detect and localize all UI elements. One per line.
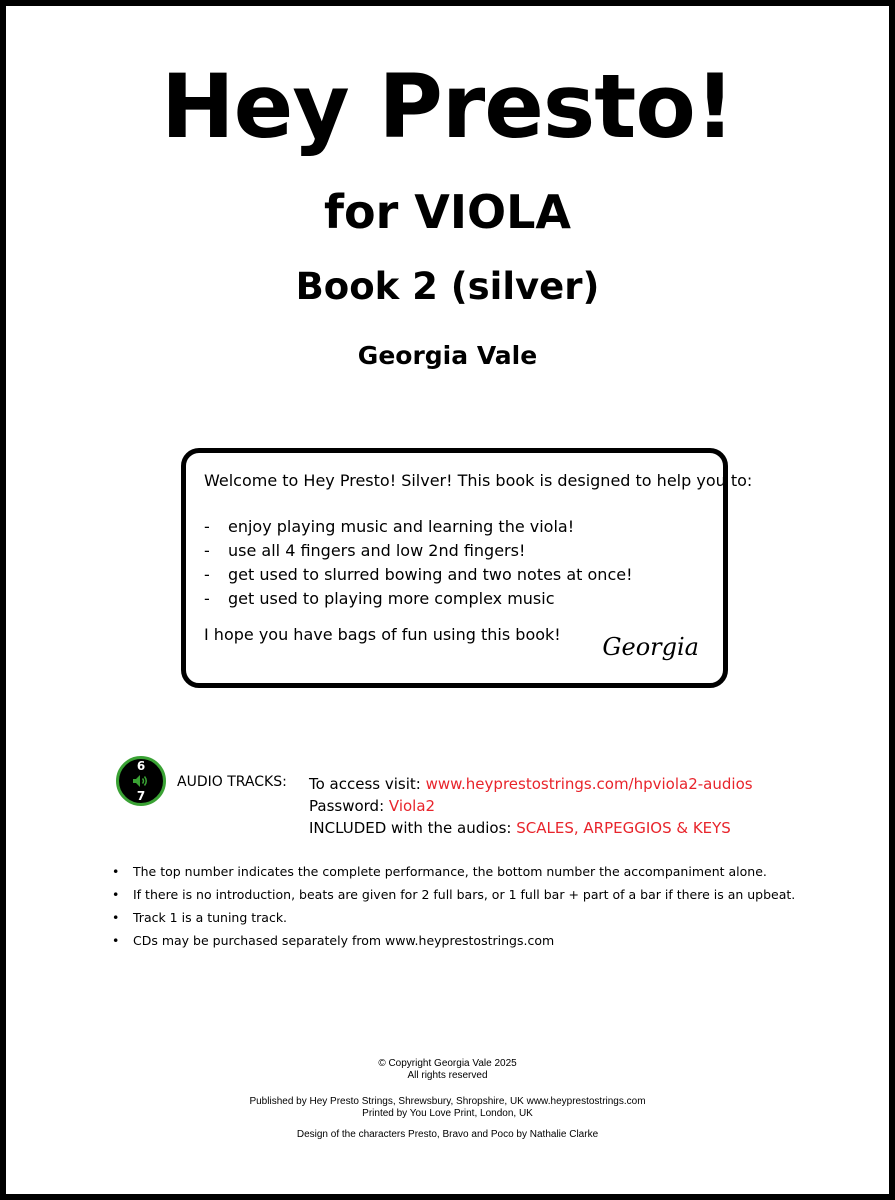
audio-password: Viola2 — [388, 797, 436, 815]
note-item: • The top number indicates the complete performance, the bottom number the accompaniment alone. — [112, 864, 767, 879]
footer-published: Published by Hey Presto Strings, Shrewsbury, Shropshire, UK www.heyprestostrings.com — [249, 1096, 646, 1107]
note-item: • CDs may be purchased separately from www.heyprestostrings.com — [112, 933, 555, 948]
footer-rights: All rights reserved — [407, 1070, 488, 1081]
audio-password-line: Password: Viola2 — [309, 797, 436, 815]
footer-design: Design of the characters Presto, Bravo and Poco by Nathalie Clarke — [296, 1129, 599, 1140]
book-author: Georgia Vale — [357, 341, 538, 370]
welcome-box — [181, 448, 753, 688]
note-item: • If there is no introduction, beats are given for 2 full bars, or 1 full bar + part of a bar if there is an upbeat. — [112, 887, 796, 902]
track-number-top: 6 — [136, 759, 146, 773]
speaker-icon — [132, 774, 150, 788]
book-subtitle: for VIOLA — [323, 185, 572, 239]
welcome-list — [204, 515, 633, 611]
audio-included: SCALES, ARPEGGIOS & KEYS — [516, 819, 731, 837]
audio-info — [309, 773, 753, 839]
welcome-intro: Welcome to Hey Presto! Silver! This book is designed to help you to: — [204, 471, 753, 490]
audio-track-icon — [116, 756, 166, 806]
note-item: • Track 1 is a tuning track. — [112, 910, 288, 925]
book-volume: Book 2 (silver) — [295, 265, 600, 308]
welcome-item: - get used to slurred bowing and two notes at once! — [204, 565, 633, 584]
book-title: Hey Presto! — [161, 55, 734, 158]
footer-copyright: © Copyright Georgia Vale 2025 — [378, 1058, 517, 1069]
audio-url-link[interactable]: www.heyprestostrings.com/hpviola2-audios — [425, 775, 753, 793]
welcome-outro: I hope you have bags of fun using this book! — [204, 625, 561, 644]
signature: Georgia — [602, 633, 699, 661]
footer-printed: Printed by You Love Print, London, UK — [362, 1108, 533, 1119]
audio-access-line: To access visit: www.heyprestostrings.com/hpviola2-audios — [309, 775, 753, 793]
track-number-bottom: 7 — [136, 789, 146, 803]
welcome-item: - get used to playing more complex music — [204, 589, 555, 608]
welcome-item: - enjoy playing music and learning the viola! — [204, 517, 575, 536]
audio-included-line: INCLUDED with the audios: SCALES, ARPEGGIOS & KEYS — [309, 819, 731, 837]
welcome-item: - use all 4 fingers and low 2nd fingers! — [204, 541, 526, 560]
notes-list — [112, 860, 795, 952]
audio-tracks-label: AUDIO TRACKS: — [177, 774, 287, 790]
